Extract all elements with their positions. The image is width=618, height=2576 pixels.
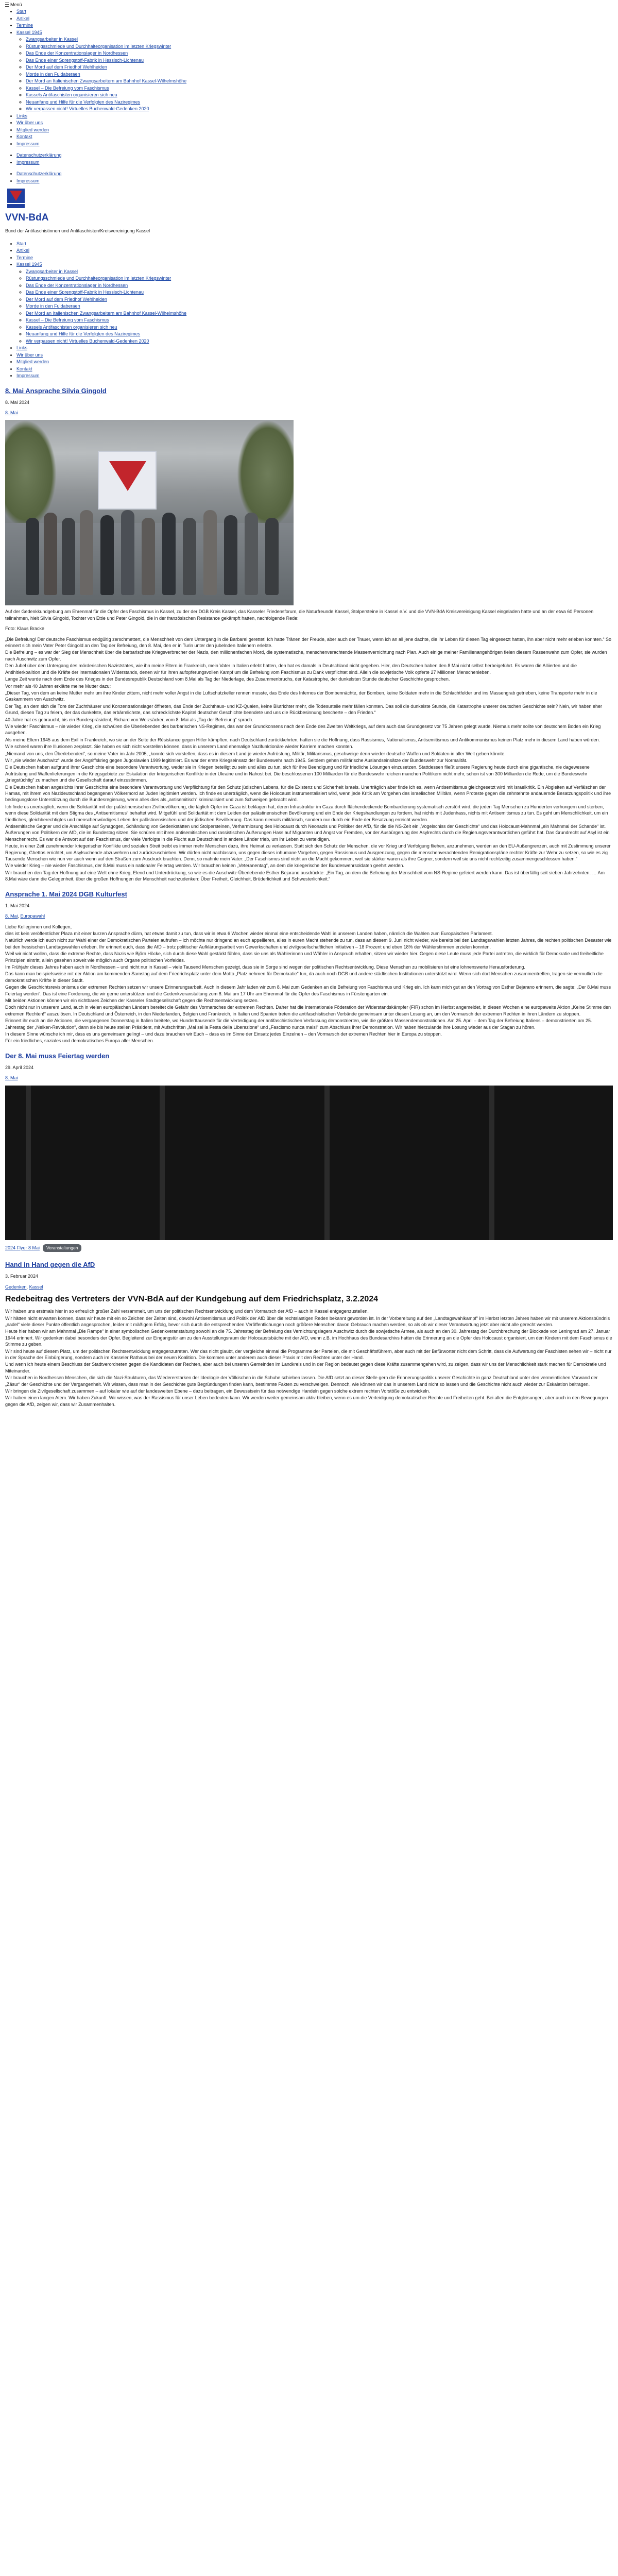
nav-subitem[interactable]: ◦ Das Ende einer Sprengstoff-Fabrik in Hessisch-Lichtenau (26, 57, 613, 64)
nav-subitem[interactable]: ◦ Das Ende der Konzentrationslager in Nordhessen (26, 50, 613, 57)
post-paragraph: Weil wir nicht wollen, dass die extreme Rechte, dass Nazis wie Björn Höcke, sich durch diese Wahl gestärkt fühlen, dass sie uns als Wählerinnen und Wähler in Anspruch erhalten, sitzen wir wieder hier. Gegen diese Leute muss jede Partei antreten, die wirklich für Demokratie und freiheitliche Prinzipien eintritt, allein gesehen soweit wie möglich auch Organe politischen Vorfeldes. (5, 951, 604, 963)
post-paragraph: Wir haben einen langen Atem. Wir haben Zukunft. Wir wissen, was der Rassismus für unser Leben bedeuten kann. Wir werden weiter gemeinsam aktiv bleiben, wenn es um die Verteidigung demokratischer Rechte und Freiheiten geht. Bei allen die Entgleisungen, aber auch in den Bewegungen gegen die AfD, zeigen wir, dass wir Zusammenhalten. (5, 1395, 608, 1407)
post-subtitle: Redebeitrag des Vertreters der VVN-BdA auf der Kundgebung auf dem Friedrichsplatz, 3.2.2024 (5, 1295, 379, 1304)
nav-item-mitglied-werden[interactable]: • Mitglied werden (16, 359, 613, 366)
post-paragraph: Wir sind heute auf diesem Platz, um der politischen Rechtsentwicklung entgegenzutreten. Wer das nicht glaubt, der vergleiche einmal die Programme der Parteien, die mit Geschäftsführern, aber auch mit der Befürworter nicht dem Schritt, dass die Aufwertung der Faschisten sehen wir – nicht nur in der Sprache der Einbürgerung, sondern auch im Kasseler Rathaus bei der neuen Koalition. Die kommen unter anderem auch dieser Praxis mit den Rechten unter der Hand. (5, 1348, 612, 1360)
nav-subitem[interactable]: ◦ Rüstungsschmiede und Durchhalteorganisation im letzten Kriegswinter (26, 43, 613, 50)
nav-subitem[interactable]: ◦ Morde in den Fuldaberaen (26, 71, 613, 78)
site-logo[interactable] (6, 188, 26, 209)
main-nav (5, 241, 613, 380)
nav-item-datenschutz[interactable]: • Datenschutzerklärung (16, 171, 613, 178)
nav-subitem[interactable]: ◦ Morde in den Fuldaberaen (26, 303, 613, 310)
nav-subitem[interactable]: ◦ Das Ende der Konzentrationslager in Nordhessen (26, 282, 613, 290)
nav-item-start[interactable]: • Start (16, 241, 613, 248)
site-tagline: Bund der Antifaschistinnen und Antifaschisten/Kreisvereinigung Kassel (5, 228, 150, 234)
post-paragraph: Wir brauchen den Tag der Hoffnung auf eine Welt ohne Krieg, Elend und Unterdrückung, so wie es die Auschwitz-Überlebende Esther Bejarano ausdrückte: „Ein Tag, an dem die Befreiung der Menschheit vom NS-Regime gefeiert werden kann. Das ist überfällig seit sieben Jahrzehnten. … Am 8.Mai wäre dann die Gelegenheit, über die großen Hoffnungen der Menschheit nachzudenken: Über Freiheit, Gleichheit, Brüderlichkeit und Schwesterlichkeit.“ (5, 870, 605, 882)
post-paragraph: „Dieser Tag, von dem an keine Mutter mehr um ihre Kinder zittern, nicht mehr voller Angst in die Luftschutzkeller rennen musste, das Ende des Infernos der Bombennächte, der Bomben, keine Soldaten mehr in die Schlachtfelder und ins Massengrab getrieben, keine Transporte mehr in die Gaskammern von Auschwitz. (5, 690, 597, 702)
post-paragraph: Den Jubel über den Untergang des mörderischen Naziststates, wie ihn meine Eltern in Frankreich, mein Vater in Italien erlebt hatten, den hat es damals in Deutschland nicht gegeben. Hier, den Deutschen haben den 8 Mai nicht selbst herbeigeführt. Es waren die Alliierten und die Antihitlerkoalition und die Kräfte der internationalen Widerstands, denen wir für ihren aufopferungsvollen Kampf um die Befreiung vom Faschismus zu Dank verpflichtet sind. Allein die sowjetische Volk opferte 27 Millionen Menschenleben. (5, 663, 577, 675)
nav-subitem[interactable]: ◦ Kassel – Die Befreiung vom Faschismus (26, 317, 613, 324)
nav-submenu-kassel (16, 268, 613, 345)
post-paragraph: Das kann man beispielsweise mit der Aktion am kommenden Samstag auf dem Friedrichsplatz unter dem Motto „Platz nehmen für Demokratie“ tun, da auch noch DGB und andere städtischen Institutionen unterstützt wird. Wenn sich dort Menschen zusammentreffen, tragen sie vermutlich die demokratischen Kräfte in dieser Stadt. (5, 971, 603, 983)
photo-flag (98, 451, 157, 510)
post-paragraph: Wie wieder Krieg – nie wieder Faschismus, der 8.Mai muss ein nationaler Feiertag werden. Wir brauchen keinen „Veteranentag“, an dem die kriegerische der Bundeswehrsoldaten geehrt werden. (5, 863, 404, 869)
tag-button[interactable]: Veranstaltungen (43, 1244, 81, 1252)
post-category-link[interactable]: Gedenken (5, 1284, 27, 1290)
post-category-link[interactable]: 8. Mai (5, 410, 18, 416)
site-title[interactable]: VVN-BdA (5, 212, 49, 223)
tag-link[interactable]: 2024 Flyer 8 Mai (5, 1245, 40, 1251)
post-paragraph: Lange Zeit wurde nach dem Ende des Krieges in der Bundesrepublik Deutschland vom 8.Mai als Tag der Niederlage, des Zusammenbruchs, der Katastrophe, der dunkelsten Stunde deutscher Geschichte gesprochen. (5, 676, 450, 682)
nav-subitem[interactable]: ◦ Das Ende einer Sprengstoff-Fabrik in Hessisch-Lichtenau (26, 289, 613, 296)
post-banner-image[interactable] (5, 1086, 613, 1240)
nav-item-artikel[interactable]: • Artikel (16, 247, 613, 255)
nav-submenu-kassel (16, 36, 613, 113)
post-body (5, 636, 613, 883)
post-category-link[interactable]: Kassel (29, 1284, 43, 1290)
post-paragraph: Wir „nie wieder Auschwitz“ wurde der Angriffskrieg gegen Jugoslawien 1999 legitimiert. Es war der erste Kriegseinsatz der Bundeswehr nach 1945. Seitdem gehen militärische Auslandseinsätze der Bundeswehr zur Normalität. (5, 757, 468, 763)
post-paragraph: Und wenn ich heute einem Beschluss der Stadtverordneten gegen die Kandidaten der Rechten, aber auch bei unseren Gemeinden im Landkreis und in der Region bedeutet gegen diese Kräfte zusammengehen wird, zu zeigen, dass wir uns der Menschlichkeit stark machen für Demokratie und Miteinander. (5, 1362, 606, 1374)
post-title[interactable]: 8. Mai Ansprache Silvia Gingold (5, 386, 107, 395)
nav-item-termine[interactable]: • Termine (16, 22, 613, 29)
post-paragraph: Gegen die Geschichtsrevisionismus der extremen Rechten setzen wir unsere Erinnerungsarbeit. Auch in diesem Jahr laden wir zum 8. Mai zum Gedenken an die Befreiung von Faschismus und Krieg ein. Ich kann mich gut an den Vortrag von Esther Bejarano erinnern, die sagte: „Der 8.Mai muss Feiertag werden“. Das ist eine Forderung, die wir gerne unterstützen und die Gedenkveranstaltung zum 8. Mai um 17 Uhr am Ehrenmal für die Opfer des Faschismus in Fürstengarten ein. (5, 985, 611, 996)
nav-subitem[interactable]: ◦ Der Mord auf dem Friedhof Wehlheiden (26, 296, 613, 303)
footer-nav-2 (5, 171, 613, 184)
post-date: 1. Mai 2024 (5, 903, 30, 908)
post-paragraph: Natürlich werde ich euch nicht zur Wahl einer der Demokratischen Parteien aufrufen – ich möchte nur dringend an euch appellieren, alles in euren Macht stehende zu tun, dass an diesem 9. Juni nicht wieder, wie bereits bei den Landtagswahlen letzten Jahres, die rechten politischen Desaster wie bei den hessischen Landtagswahlen erleben. Ihr erinnert euch, dass die AfD – trotz politischer Aufklärungsarbeit von Gewerkschaften und zivilgesellschaftlichen Initiativen – 18 Prozent und eben 18% der Wählerstimmen erzielen konnten. (5, 938, 612, 950)
post-paragraph: Als meine Eltern 1945 aus dem Exil in Frankreich, wo sie an der Seite der Résistance gegen Hitler kämpften, nach Deutschland zurückkehrten, hatten sie die Hoffnung, dass Rassismus, Nationalismus, Antisemitismus und Antikommunismus keinen Platz mehr in diesem Land haben würden. (5, 737, 600, 742)
post-category-link[interactable]: 8. Mai (5, 1075, 18, 1081)
nav-item-artikel[interactable]: • Artikel (16, 15, 613, 23)
photo-tree-left (5, 420, 57, 528)
nav-subitem[interactable]: ◦ Der Mord auf dem Friedhof Wehlheiden (26, 64, 613, 71)
nav-subitem[interactable]: ◦ Kassel – Die Befreiung vom Faschismus (26, 85, 613, 92)
post-paragraph: Die Befreiung – es war der Sieg der Menschheit über die barbarischste Kriegsverbrecher der Nazis, den millionenfachen Mord, die systematische, menschenverachtende Massenvernichtung nach Plan. Auch einige meiner Familienangehörigen fielen diesem Rassenwahn zum Opfer, sie wurden nach Auschwitz zum Opfer. (5, 650, 607, 662)
post-paragraph: In diesem Sinne wünsche ich mir, dass es uns gemeinsam gelingt – und dazu brauchen wir Euch – dass es im Sinne der Einsatz jedes Einzelnen – den Vormarsch der extremen Rechten hier in Europa zu stoppen. (5, 1031, 442, 1037)
nav-subitem[interactable]: ◦ Kassels Antifaschisten organisieren sich neu (26, 92, 613, 99)
nav-item-kontakt[interactable]: • Kontakt (16, 133, 613, 141)
nav-item-wir-ueber-uns[interactable]: • Wir über uns (16, 120, 613, 127)
post-paragraph: Erinnert ihr euch an die Aktionen, die vergangenen Donnerstag in Italien breitete, wo Hunderttausende für die Verteidigung der antifaschistischen Verfassung demonstrierten, wie die größten Massendemonstrationen. Am 25. April – dem Tag der Befreiung Italiens – demonstrierten am 25. Jahrestag der „Nelken-Revolution“, dann sie bis heute stellen Präsident, mit Aufschriften „Mai sei la Festa della Liberazione“ und „Fascismo nunca mais!“ zum Abschluss ihrer Demonstration. Wir haben hierzulande ihre Losung wieder aus der Stagan zu hören. (5, 1018, 592, 1030)
nav-item-termine[interactable]: • Termine (16, 255, 613, 262)
photo-tree-right (237, 420, 294, 528)
nav-item-impressum[interactable]: • Impressum (16, 141, 613, 148)
post-date: 29. April 2024 (5, 1064, 34, 1070)
nav-item-kassel-1945[interactable]: • Kassel 1945 ◦ Zwangsarbeiter in Kassel ◦ Rüstungsschmiede und Durchhalteorganisation im letzten Kriegswinter ◦ Das Ende der Konzentrationslager in Nordhessen ◦ Das Ende einer Sprengstoff-Fabrik in Hessisch-Lichtenau ◦ Der Mord auf dem Friedhof Wehlheiden ◦ Morde in den Fuldaberaen ◦ Der Mord an Italienischen Zwangsarbeitern am Bahnhof Kassel-Wilhelmshöhe ◦ Kassel – Die Befreiung vom Faschismus ◦ Kassels Antifaschisten organisieren sich neu ◦ Neuanfang und Hilfe für die Verfolgten des Naziregimes ◦ Wir verpassen nicht! Virtuelles Buchenwald-Gedenken 2020 (16, 29, 613, 113)
main-nav-top (5, 8, 613, 147)
post-title[interactable]: Ansprache 1. Mai 2024 DGB Kulturfest (5, 890, 127, 898)
post-paragraph: Im Frühjahr dieses Jahres haben auch in Nordhessen – und nicht nur in Kassel – viele Tausend Menschen gezeigt, dass sie in Sorge sind wegen der politischen Rechtsentwicklung. Diese Menschen zu mobilisieren ist eine lohnenswerte Herausforderung. (5, 964, 525, 970)
nav-subitem[interactable]: ◦ Der Mord an Italienischen Zwangsarbeitern am Bahnhof Kassel-Wilhelmshöhe (26, 310, 613, 317)
nav-subitem[interactable]: ◦ Kassels Antifaschisten organisieren sich neu (26, 324, 613, 331)
post-paragraph: Mit beiden Aktionen können wir ein sichtbares Zeichen der Kasseler Stadtgesellschaft gegen die Rechtsentwicklung setzen. (5, 997, 259, 1003)
post-title[interactable]: Der 8. Mai muss Feiertag werden (5, 1052, 110, 1060)
post-paragraph: Liebe Kolleginnen und Kollegen, (5, 924, 72, 929)
post-paragraph: Wir haben uns erstmals hier in so erfreulich großer Zahl versammelt, um uns der politischen Rechtsentwicklung und dem Vormarsch der AfD – auch in Kassel entgegenzustellen. (5, 1309, 369, 1314)
post-category-link[interactable]: Europawahl (20, 913, 45, 919)
photo-credit: Foto: Klaus Bracke (5, 626, 45, 632)
post-paragraph: Heute, in einer Zeit zunehmender kriegerischer Konflikte und sozialen Streit treibt es immer mehr Menschen dazu, ihre Heimat zu verlassen. Statt sich den Schutz der Menschen, die vor Krieg und Verfolgung fliehen, anzunehmen, werden an den EU-Außengrenzen, auch mit Zustimmung unserer Regierung, Ghettos errichtet, um Asylsuchende abzuwehren und zurückzuschieben. Wir dürfen nicht nachlassen, uns gegen dieses inhumane Vorgehen, gegen Rassismus und Ausgrenzung, gegen die menschenverachtenden Remigrationspläne rechter Kräfte zur Wehr zu setzen, so wie es zig Tausende Menschen wie nun vor auch wenn auf den Straßen zum Ausdruck brachten. Denn, so mahnte mein Vater: „Der Faschismus sind nicht an die Macht gekommen, weil sie stärker waren als ihre Gegner, sondern weil sie uns nicht rechtzeitig zusammengeschlossen haben.“ (5, 843, 611, 862)
post-paragraph: Ich finde es unerträglich, wenn die Solidarität mit der palästinensischen Zivilbevölkerung, die täglich Opfer im Gaza ist beklagen hat, deren Infrastruktur im Gaza durch flächendeckende Bombardierung systematisch zerstört wird, die jeden Tag Menschen zu Hunderten verhungern und sterben, wenn diese Solidarität mit dem Stigma des „Antisemitismus“ behaftet wird. Mitgefühl und Solidarität mit dem Leiden der palästinensischen Bevölkerung und ein Ende der Kriegshandlungen zu fordern, hat nichts mit Judenhass, nichts mit Antisemitismus zu tun. Es geht um Menschlichkeit, um ein friedliches, gleichberechtigtes und menschenwürdiges Leben der palästinensischen und der jüdischen Bevölkerung. Das kann niemals militärisch, sondern nur durch ein Ende der Besatzung erreicht werden. (5, 804, 608, 822)
nav-item-impressum[interactable]: • Impressum (16, 178, 613, 185)
nav-subitem[interactable]: ◦ Neuanfang und Hilfe für die Verfolgten des Naziregimes (26, 99, 613, 106)
post-date: 8. Mai 2024 (5, 399, 30, 405)
post-title[interactable]: Hand in Hand gegen die AfD (5, 1261, 95, 1269)
nav-subitem[interactable]: ◦ Der Mord an Italienischen Zwangsarbeitern am Bahnhof Kassel-Wilhelmshöhe (26, 78, 613, 85)
post-paragraph: Für ein friedliches, soziales und demokratisches Europa aller Menschen. (5, 1038, 154, 1044)
post-article: Hand in Hand gegen die AfD 3. Februar 2024 Gedenken, Kassel Redebeitrag des Vertreters der VVN-BdA auf der Kundgebung auf dem Friedrichsplatz, 3.2.2024 Wir haben uns erstmals hier in so erfreulich großer Zahl versammelt, um uns der politischen Rechtsentwicklung und dem Vormarsch der AfD – auch in Kassel entgegenzustellen. Wir hätten nicht erwarten können, dass wir heute mit ein so Zeichen der Zeiten sind, obwohl Antisemitismus und Politik der AfD über die rechtslastigen Reden bekannt geworden ist. In der Vorbereitung auf den „Landtagswahlkampf“ im Herbst letzten Jahres haben wir mit unserem Aktionsbündnis „nadel“ viele dieser Punkte öffentlich angesprochen, leider mit mäßigem Erfolg, bevor sich durch die entsprechenden Veröffentlichungen noch größere Menschen davon Gebrauch machen werden, so als ob wir dieser Verantwortung jetzt aber nicht alle gerecht werden. Heute hier haben wir am Mahnmal „Die Rampe“ in einer symbolischen Gedenkveranstaltung sowohl an die 75. Jahrestag der Befreiung des Vernichtungslagers Auschwitz durch die sowjetische Armee, als auch an den 30. Jahrestag der Durchbrechung der Blockade von Leningrad am 27. Januar 1944 erinnert. Wir gedenken dabei besonders der Opfer. Begleitend zur Eingangstür am zu den Ausstellungsraum der Holocaustsbäche mit der AfD, wenn z.B. im Hochhaus des Bundesarchivs hatten die Erinnerung an die Opfer des Holocaust organisiert, um den Kindern mit dem Faschismus die Stimme zu geben. Wir sind heute auf diesem Platz, um der politischen Rechtsentwicklung entgegenzutreten. Wer das nicht glaubt, der vergleiche einmal die Programme der Parteien, die mit Geschäftsführern, aber auch mit der Befürworter nicht dem Schritt, dass die Aufwertung der Faschisten sehen wir – nicht nur in der Sprache der Einbürgerung, sondern auch im Kasseler Rathaus bei der neuen Koalition. Die kommen unter anderem auch dieser Praxis mit den Rechten unter der Hand. Und wenn ich heute einem Beschluss der Stadtverordneten gegen die Kandidaten der Rechten, aber auch bei unseren Gemeinden im Landkreis und in der Region bedeutet gegen diese Kräfte zusammengehen wird, zu zeigen, dass wir uns der Menschlichkeit stark machen für Demokratie und Miteinander. Wir brauchen in Nordhessen Menschen, die sich die Nazi-Strukturen, das Wiedererstarken der Ideologie der Völkischen in die Schuhe schieben lassen. Die AfD setzt an dieser Stelle gern die Erinnerungspolitik unserer Geschichte in ganz Deutschland unter den vermeintlichen Vorwand der „Zäsur“ der Geschichte und der Vergangenheit. Wir wissen, dass man in der Geschichte gute Begründungen finden kann, bestimmte Fakten zu verschweigen. Dennoch, wie können wir das in unserem Land nicht so lassen und die Geschichte nicht auch wieder zur Eskalation beitragen. Wir bringen die Zivilgesellschaft zusammen – auf lokaler wie auf der landesweiten Ebene – dazu beitragen, ein Bewusstsein für das notwendige Handeln gegen solche extrem rechten Vorstöße zu entwickeln. Wir haben einen langen Atem. Wir haben Zukunft. Wir wissen, was der Rassismus für unser Leben bedeuten kann. Wir werden weiter gemeinsam aktiv bleiben, wenn es um die Verteidigung demokratischer Rechte und Freiheiten geht. Bei allen die Entgleisungen, aber auch in den Bewegungen gegen die AfD, zeigen wir, dass wir Zusammenhalten. (5, 1261, 612, 1407)
nav-item-kontakt[interactable]: • Kontakt (16, 366, 613, 373)
nav-item-links[interactable]: • Links (16, 113, 613, 120)
nav-item-impressum[interactable]: • Impressum (16, 159, 613, 166)
menu-label: Menü (10, 2, 22, 7)
nav-subitem[interactable]: ◦ Zwangsarbeiter in Kassel (26, 36, 613, 43)
post-paragraph: dies ist kein veröffentlicher Plaza mit einer kurzen Ansprache dürm, hat etwas damit zu tun, dass wir in etwa 6 Wochen wieder einmal eine entscheidende Wahl in unserem Landen haben, nämlich die Wahlen zum Europäischen Parlament. (5, 930, 493, 936)
post-category-link[interactable]: 8. Mai (5, 913, 18, 919)
menu-toggle-button[interactable] (5, 1, 613, 8)
post-article (5, 1052, 613, 1252)
nav-item-impressum[interactable]: • Impressum (16, 372, 613, 380)
nav-item-kassel-1945[interactable]: • Kassel 1945 ◦ Zwangsarbeiter in Kassel ◦ Rüstungsschmiede und Durchhalteorganisation im letzten Kriegswinter ◦ Das Ende der Konzentrationslager in Nordhessen ◦ Das Ende einer Sprengstoff-Fabrik in Hessisch-Lichtenau ◦ Der Mord auf dem Friedhof Wehlheiden ◦ Morde in den Fuldaberaen ◦ Der Mord an Italienischen Zwangsarbeitern am Bahnhof Kassel-Wilhelmshöhe ◦ Kassel – Die Befreiung vom Faschismus ◦ Kassels Antifaschisten organisieren sich neu ◦ Neuanfang und Hilfe für die Verfolgten des Naziregimes ◦ Wir verpassen nicht! Virtuelles Buchenwald-Gedenken 2020 (16, 261, 613, 345)
post-body (5, 1308, 613, 1408)
post-paragraph: Vor mehr als 40 Jahren erklärte meine Mutter dazu: (5, 683, 111, 689)
post-body (5, 924, 613, 1044)
post-tags (5, 1244, 613, 1252)
post-article: Ansprache 1. Mai 2024 DGB Kulturfest 1. Mai 2024 8. Mai, Europawahl Liebe Kolleginnen und Kollegen, dies ist kein veröffentlicher Plaza mit einer kurzen Ansprache dürm, hat etwas damit zu tun, dass wir in etwa 6 Wochen wieder einmal eine entscheidende Wahl in unserem Landen haben, nämlich die Wahlen zum Europäischen Parlament. Natürlich werde ich euch nicht zur Wahl einer der Demokratischen Parteien aufrufen – ich möchte nur dringend an euch appellieren, alles in euren Macht stehende zu tun, dass an diesem 9. Juni nicht wieder, wie bereits bei den Landtagswahlen letzten Jahres, die rechten politischen Desaster wie bei den hessischen Landtagswahlen erleben. Ihr erinnert euch, dass die AfD – trotz politischer Aufklärungsarbeit von Gewerkschaften und zivilgesellschaftlichen Initiativen – 18 Prozent und eben 18% der Wählerstimmen erzielen konnten. Weil wir nicht wollen, dass die extreme Rechte, dass Nazis wie Björn Höcke, sich durch diese Wahl gestärkt fühlen, dass sie uns als Wählerinnen und Wähler in Anspruch erhalten, sitzen wir wieder hier. Gegen diese Leute muss jede Partei antreten, die wirklich für Demokratie und freiheitliche Prinzipien eintritt, allein gesehen soweit wie möglich auch Organe politischen Vorfeldes. Im Frühjahr dieses Jahres haben auch in Nordhessen – und nicht nur in Kassel – viele Tausend Menschen gezeigt, dass sie in Sorge sind wegen der politischen Rechtsentwicklung. Diese Menschen zu mobilisieren ist eine lohnenswerte Herausforderung. Das kann man beispielsweise mit der Aktion am kommenden Samstag auf dem Friedrichsplatz unter dem Motto „Platz nehmen für Demokratie“ tun, da auch noch DGB und andere städtischen Institutionen unterstützt wird. Wenn sich dort Menschen zusammentreffen, tragen sie vermutlich die demokratischen Kräfte in dieser Stadt. Gegen die Geschichtsrevisionismus der extremen Rechten setzen wir unsere Erinnerungsarbeit. Auch in diesem Jahr laden wir zum 8. Mai zum Gedenken an die Befreiung von Faschismus und Krieg ein. Ich kann mich gut an den Vortrag von Esther Bejarano erinnern, die sagte: „Der 8.Mai muss Feiertag werden“. Das ist eine Forderung, die wir gerne unterstützen und die Gedenkveranstaltung zum 8. Mai um 17 Uhr am Ehrenmal für die Opfer des Faschismus in Fürstengarten ein. Mit beiden Aktionen können wir ein sichtbares Zeichen der Kasseler Stadtgesellschaft gegen die Rechtsentwicklung setzen. Doch nicht nur in unserem Land, auch in vielen europäischen Ländern bereitet die Gefahr des Vormarsches der extremen Rechten. Daher hat die Internationale Föderation der Widerstandskämpfer (FIR) schon im Herbst angemeldet, in diesen Wochen eine europaweite Aktion „Keine Stimme den extremen Rechten!“ auszulösen. In Deutschland und Österreich, in den Niederlanden, Belgien und Frankreich, in Italien und Spanien treten die antifaschistischen Verbände gemeinsam unter diesen Losung an, um den Vormarsch der extremen Rechten in ihren Ländern zu stoppen. Erinnert ihr euch an die Aktionen, die vergangenen Donnerstag in Italien breitete, wo Hunderttausende für die Verteidigung der antifaschistischen Verfassung demonstrierten, wie die größten Massendemonstrationen. Am 25. April – dem Tag der Befreiung Italiens – demonstrierten am 25. Jahrestag der „Nelken-Revolution“, dann sie bis heute stellen Präsident, mit Aufschriften „Mai sei la Festa della Liberazione“ und „Fascismo nunca mais!“ zum Abschluss ihrer Demonstration. Wir haben hierzulande ihre Losung wieder aus der Stagan zu hören. In diesem Sinne wünsche ich mir, dass es uns gemeinsam gelingt – und dazu brauchen wir Euch – dass es im Sinne der Einsatz jedes Einzelnen – den Vormarsch der extremen Rechten hier in Europa zu stoppen. Für ein friedliches, soziales und demokratisches Europa aller Menschen. (5, 890, 613, 1044)
nav-subitem[interactable]: ◦ Zwangsarbeiter in Kassel (26, 268, 613, 276)
nav-subitem[interactable]: ◦ Rüstungsschmiede und Durchhalteorganisation im letzten Kriegswinter (26, 275, 613, 282)
post-paragraph: Wie schnell waren ihre Illusionen zerplatzt. Sie haben es sich nicht vorstellen können, dass in unserem Land ehemalige Nazifunktionäre wieder Karriere machen konnten. (5, 744, 353, 750)
nav-item-start[interactable]: • Start (16, 8, 613, 15)
nav-item-wir-ueber-uns[interactable]: • Wir über uns (16, 352, 613, 359)
post-photo[interactable] (5, 420, 294, 605)
post-article (5, 387, 613, 883)
nav-item-links[interactable]: • Links (16, 345, 613, 352)
post-paragraph: Antisemitische Gegner und die Anschläge auf Synagogen, Schändung von Gedenkstätten und Stolpersteinen, Verharmlosung des Holocaust durch Neonazis und Politiker der AfD, für die die NS-Zeit ein „Vogelschiss der Geschichte“ und das Holocaust-Mahnmal „ein Mahnmal der Schande“ ist. Äußerungen von Politikern der AfD, die im Bundestag sitzen. Sie schüren mit ihren antisemitischen und rassistischen Äußerungen Hass auf Migranten und Angst vor Fremden, vor der Ausbürgerung des Asylrechts durch die Regierungsverantwortlichen geführt hat. Das Grundrecht auf Asyl ist ein Menschenrecht. Es war die Antwort auf den Faschismus, der viele Verfolgte in die Flucht aus Deutschland in andere Länder trieb, um ihr Leben zu verteidigen. (5, 824, 610, 842)
post-paragraph: Heute hier haben wir am Mahnmal „Die Rampe“ in einer symbolischen Gedenkveranstaltung sowohl an die 75. Jahrestag der Befreiung des Vernichtungslagers Auschwitz durch die sowjetische Armee, als auch an den 30. Jahrestag der Durchbrechung der Blockade von Leningrad am 27. Januar 1944 erinnert. Wir gedenken dabei besonders der Opfer. Begleitend zur Eingangstür am zu den Ausstellungsraum der Holocaustsbäche mit der AfD, wenn z.B. im Hochhaus des Bundesarchivs hatten die Erinnerung an die Opfer des Holocaust organisiert, um den Kindern mit dem Faschismus die Stimme zu geben. (5, 1329, 612, 1347)
nav-subitem[interactable]: ◦ Wir verpassen nicht! Virtuelles Buchenwald-Gedenken 2020 (26, 338, 613, 345)
vvn-logo-icon (6, 188, 26, 209)
post-paragraph: Doch nicht nur in unserem Land, auch in vielen europäischen Ländern bereitet die Gefahr des Vormarsches der extremen Rechten. Daher hat die Internationale Föderation der Widerstandskämpfer (FIR) schon im Herbst angemeldet, in diesen Wochen eine europaweite Aktion „Keine Stimme den extremen Rechten!“ auszulösen. In Deutschland und Österreich, in den Niederlanden, Belgien und Frankreich, in Italien und Spanien treten die antifaschistischen Verbände gemeinsam unter diesen Losung an, um den Vormarsch der extremen Rechten in ihren Ländern zu stoppen. (5, 1005, 611, 1016)
nav-subitem[interactable]: ◦ Neuanfang und Hilfe für die Verfolgten des Naziregimes (26, 331, 613, 338)
post-paragraph: Wie wieder Faschismus – nie wieder Krieg, die schwüren die Überlebenden des barbarischen NS-Regimes, das war der Grundkonsens nach dem Ende des Zweiten Weltkriegs, auf dem auch das Grundgesetz vor 75 Jahren gelegt wurde. Niemals mehr sollte von deutschem Boden ein Krieg ausgehen. (5, 723, 601, 736)
post-paragraph: „Niemand von uns, den Überlebenden“, so meine Vater im Jahr 2005, „konnte sich vorstellen, dass es in diesem Land je wieder Aufrüstung, Militär, Militarismus, geschweige denn wieder deutsche Waffen und Soldaten in aller Welt geben könnte. (5, 751, 506, 756)
post-paragraph: „Die Befreiung! Der deutsche Faschismus endgültig zerschmettert, die Menschheit von dem Untergang in die Barbarei gerettet! Ich hatte Tränen der Freude, aber auch der Trauer, wenn ich an all jene dachte, die ihr Leben für diesen Tag eingesetzt hatten, ihn aber nicht mehr erleben konnten.“ So erinnert sich mein Vater Peter Gingold an den Tag der Befreiung, den 8. Mai, den er in Turin unter den jubelnden Italienern erlebte. (5, 636, 612, 649)
post-paragraph: Die Deutschen haben aufgrund ihrer Geschichte eine besondere Verantwortung, weder sie in Kriegen beteiligt zu sein und alles zu tun, sich für ihre Beendigung und für friedliche Lösungen einzusetzen. Stattdessen fließt unsere Regierung heute durch eine gigantische, nie dagewesene Aufrüstung und Waffenlieferungen in die Kriegsgebiete zur Eskalation der kriegerischen Konflikte in der Ukraine und in Nahost bei. Die beschlossenen 100 Milliarden für die Bundeswehr reichen manchen Politikern nicht mehr, schon ist von 300 Milliarden die Rede, um die Bundeswehr „kriegstüchtig“ zu machen und die Gesellschaft darauf einzustimmen. (5, 765, 590, 783)
post-date: 3. Februar 2024 (5, 1274, 39, 1279)
photo-caption: Auf der Gedenkkundgebung am Ehrenmal für die Opfer des Faschismus in Kassel, zu der der DGB Kreis Kassel, das Kasseler Friedensforum, die Naturfreunde Kassel, Stolpersteine in Kassel e.V. und die VVN-BdA Kreisvereinigung Kassel eingeladen hatte und an der etwa 60 Personen teilnahmen, hielt Silvia Gingold, Tochter von Ettie und Peter Gingold, die in der französischen Resistance gekämpft hatten, nachfolgende Rede: (5, 609, 594, 621)
post-paragraph: Wir brauchen in Nordhessen Menschen, die sich die Nazi-Strukturen, das Wiedererstarken der Ideologie der Völkischen in die Schuhe schieben lassen. Die AfD setzt an dieser Stelle gern die Erinnerungspolitik unserer Geschichte in ganz Deutschland unter den vermeintlichen Vorwand der „Zäsur“ der Geschichte und der Vergangenheit. Wir wissen, dass man in der Geschichte gute Begründungen finden kann, bestimmte Fakten zu verschweigen. Dennoch, wie können wir das in unserem Land nicht so lassen und die Geschichte nicht auch wieder zur Eskalation beitragen. (5, 1375, 598, 1387)
footer-nav-1 (5, 152, 613, 166)
post-paragraph: Wir hätten nicht erwarten können, dass wir heute mit ein so Zeichen der Zeiten sind, obwohl Antisemitismus und Politik der AfD über die rechtslastigen Reden bekannt geworden ist. In der Vorbereitung auf den „Landtagswahlkampf“ im Herbst letzten Jahres haben wir mit unserem Aktionsbündnis „nadel“ viele dieser Punkte öffentlich angesprochen, leider mit mäßigem Erfolg, bevor sich durch die entsprechenden Veröffentlichungen noch größere Menschen davon Gebrauch machen werden, so als ob wir dieser Verantwortung jetzt aber nicht alle gerecht werden. (5, 1315, 610, 1327)
post-paragraph: Die Deutschen haben angesichts ihrer Geschichte eine besondere Verantwortung und Verpflichtung für den Schutz jüdischen Lebens, für die Existenz und Sicherheit Israels. Unerträglich aber finde ich es, wenn Antisemitismus gleichgesetzt wird mit Israelkritik. Ein Abgleiten auf Verfälschen der Hamas, mit ihrem von Nazideutschland begangenen Völkermord an Juden legitimiert werden. Ich finde es unerträglich, wenn die Holocaust instrumentalisiert wird, wenn jede Kritik am Vorgehen des israelischen Militärs, wenn Proteste gegen die zehntehnte andauernde Besatzungspolitik und ihre bedingungslose Unterstützung durch die Bundesregierung, wenn alles dies als „antisemitisch“ kriminalisiert und zum Schweigen gebracht wird. (5, 784, 611, 803)
hamburger-icon (5, 3, 9, 7)
post-paragraph: 40 Jahre hat es gebraucht, bis ein Bundespräsident, Richard von Weizsäcker, vom 8. Mai als „Tag der Befreiung“ sprach. (5, 717, 253, 722)
nav-item-mitglied-werden[interactable]: • Mitglied werden (16, 127, 613, 134)
nav-subitem[interactable]: ◦ Wir verpassen nicht! Virtuelles Buchenwald-Gedenken 2020 (26, 106, 613, 113)
nav-item-datenschutz[interactable]: • Datenschutzerklärung (16, 152, 613, 159)
post-paragraph: Der Tag, an dem sich die Tore der Zuchthäuser und Konzentrationslager öffneten, das Ende der Zuchthaus- und KZ-Qualen, keine Blutrichter mehr, die Todesurteile mehr fällen konnten. Das soll die dunkelste Stunde, die Katastrophe unserer deutschen Geschichte sein? Nein, wir haben eher Grund, diesen Tag zu feiern, der das dunkelste, das erbärmlichste, das schrecklichste Kapitel deutscher Geschichte beendete und uns die Rückbesinnung bescherte – den Frieden.“ (5, 703, 603, 716)
post-paragraph: Wir bringen die Zivilgesellschaft zusammen – auf lokaler wie auf der landesweiten Ebene – dazu beitragen, ein Bewusstsein für das notwendige Handeln gegen solche extrem rechten Vorstöße zu entwickeln. (5, 1388, 430, 1394)
